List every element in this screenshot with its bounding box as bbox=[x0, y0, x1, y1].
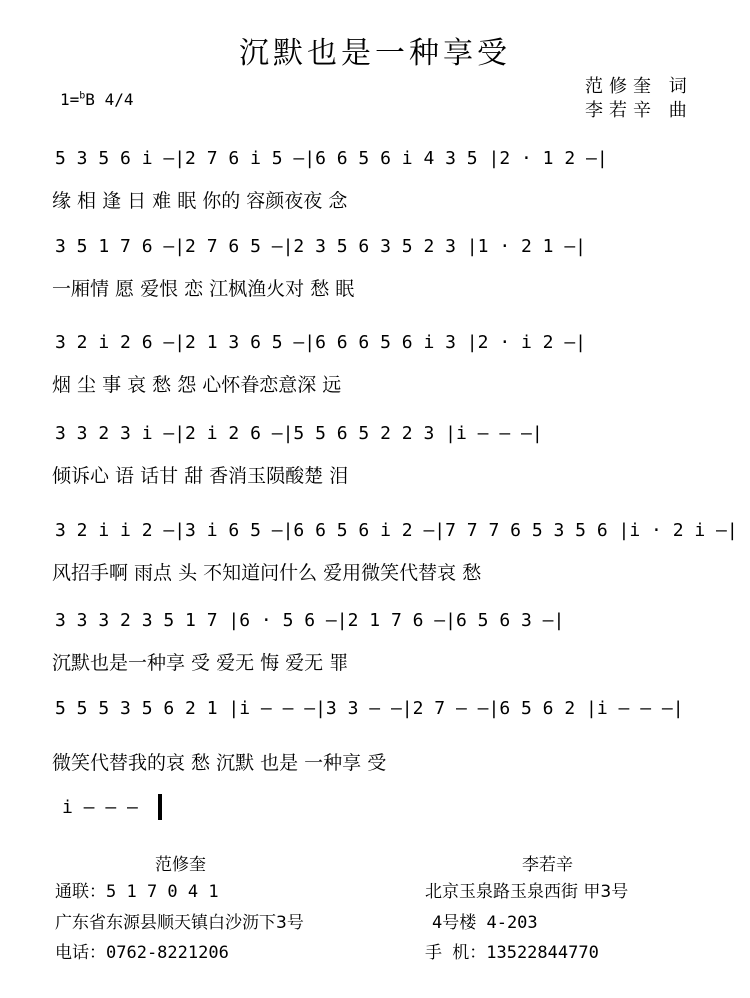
staff-6-lyrics: 沉默也是一种享 受 爱无 悔 爱无 罪 bbox=[52, 652, 349, 674]
staff-2-notes: 3 5 1 7 6 –|2 7 6 5 –|2 3 5 6 3 5 2 3 |1 · 2 1 –| bbox=[55, 236, 587, 257]
key-prefix: 1= bbox=[60, 90, 80, 109]
staff-6-notes: 3 3 3 2 3 5 1 7 |6 · 5 6 –|2 1 7 6 –|6 5 6 3 –| bbox=[55, 610, 565, 631]
flat-sign: b bbox=[79, 90, 86, 102]
key-meter: B 4/4 bbox=[85, 90, 134, 109]
staff-4-notes: 3 3 2 3 i –|2 i 2 6 –|5 5 6 5 2 2 3 |i – – –| bbox=[55, 423, 543, 444]
footer-left-phone: 电话：0762-8221206 bbox=[55, 943, 229, 963]
footer-left-postcode: 通联：5 1 7 0 4 1 bbox=[55, 882, 219, 902]
staff-4-lyrics: 倾诉心 语 话甘 甜 香消玉陨酸楚 泪 bbox=[52, 465, 349, 487]
footer-right-address2: 4号楼 4-203 bbox=[432, 913, 538, 933]
key-signature bbox=[60, 90, 133, 109]
staff-2-lyrics: 一厢情 愿 爱恨 恋 江枫渔火对 愁 眠 bbox=[52, 278, 355, 300]
footer-left-address: 广东省东源县顺天镇白沙沥下3号 bbox=[55, 913, 304, 933]
staff-1-notes: 5 3 5 6 i –|2 7 6 i 5 –|6 6 5 6 i 4 3 5 |2 · 1 2 –| bbox=[55, 148, 608, 169]
composer-credit: 李若辛 曲 bbox=[585, 100, 693, 121]
staff-7-notes: 5 5 5 3 5 6 2 1 |i – – –|3 3 – –|2 7 – –|6 5 6 2 |i – – –| bbox=[55, 698, 684, 719]
staff-3-lyrics: 烟 尘 事 哀 愁 怨 心怀眷恋意深 远 bbox=[52, 374, 342, 396]
staff-7-lyrics: 微笑代替我的哀 愁 沉默 也是 一种享 受 bbox=[52, 752, 387, 774]
staff-8-notes: i – – – bbox=[62, 797, 138, 818]
staff-1-lyrics: 缘 相 逢 日 难 眠 你的 容颜夜夜 念 bbox=[52, 190, 348, 212]
footer-right-address1: 北京玉泉路玉泉西街 甲3号 bbox=[425, 882, 629, 902]
staff-5-lyrics: 风招手啊 雨点 头 不知道问什么 爱用微笑代替哀 愁 bbox=[52, 562, 482, 584]
staff-5-notes: 3 2 i i 2 –|3 i 6 5 –|6 6 5 6 i 2 –|7 7 7 6 5 3 5 6 |i · 2 i –| bbox=[55, 520, 738, 541]
lyricist-credit: 范修奎 词 bbox=[585, 76, 693, 97]
staff-3-notes: 3 2 i 2 6 –|2 1 3 6 5 –|6 6 6 5 6 i 3 |2 · i 2 –| bbox=[55, 332, 587, 353]
footer-left-name: 范修奎 bbox=[155, 855, 206, 875]
final-barline bbox=[158, 794, 162, 820]
song-title: 沉默也是一种享受 bbox=[239, 36, 511, 71]
footer-right-phone: 手 机：13522844770 bbox=[425, 943, 599, 963]
footer-right-name: 李若辛 bbox=[522, 855, 573, 875]
